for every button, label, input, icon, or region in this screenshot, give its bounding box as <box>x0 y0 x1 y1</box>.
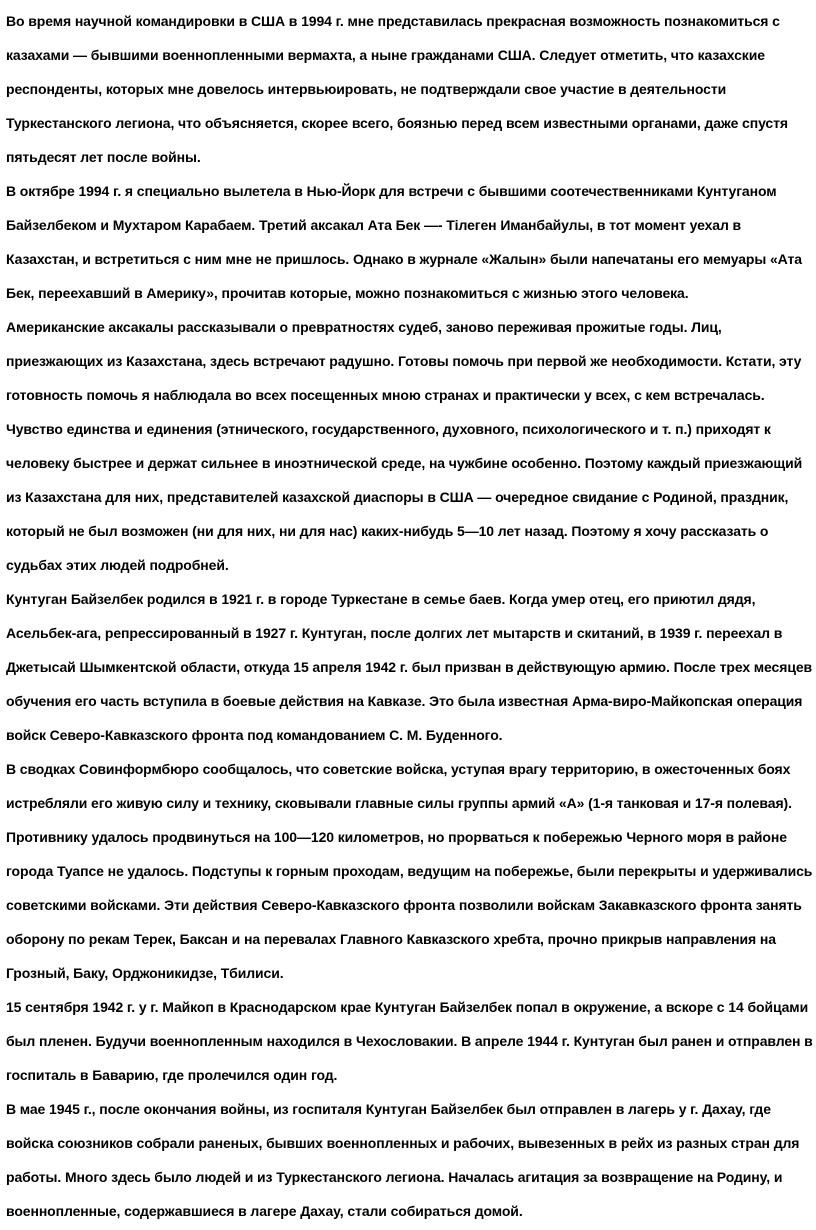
paragraph-6: В сводках Совинформбюро сообщалось, что советские войска, уступая врагу территорию, в ожесточенных боях истребляли его живую силу и технику, сковывали главные силы группы армий «А» (1-я танковая и 17-я полевая). Противнику удалось продвинуться на 100—120 километров, но прорваться к побережью Черного моря в районе города Туапсе не удалось. Подступы к горным проходам, ведущим на побережье, были перекрыты и удерживались советскими войсками. Эти действия Северо-Кавказского фронта позволили войскам Закавказского фронта занять оборону по рекам Терек, Баксан и на перевалах Главного Кавказского хребта, прочно прикрыв направления на Грозный, Баку, Орджоникидзе, Тбилиси. <box>6 761 813 981</box>
paragraph-7: 15 сентября 1942 г. у г. Майкоп в Краснодарском крае Кунтуган Байзелбек попал в окружение, а вскоре с 14 бойцами был пленен. Будучи военнопленным находился в Чехословакии. В апреле 1944 г. Кунтуган был ранен и отправлен в госпиталь в Баварию, где пролечился один год. <box>6 999 813 1083</box>
paragraph-2: В октябре 1994 г. я специально вылетела в Нью-Йорк для встречи с бывшими соотечественниками Кунтуганом Байзелбеком и Мухтаром Карабаем. Третий аксакал Ата Бек —- Тілеген Иманбайулы, в тот момент уехал в Казахстан, и встретиться с ним мне не пришлось. Однако в журнале «Жалын» были напечатаны его мемуары «Ата Бек, переехавший в Америку», прочитав которые, можно познакомиться с жизнью этого человека. <box>6 183 802 301</box>
paragraph-8: В мае 1945 г., после окончания войны, из госпиталя Кунтуган Байзелбек был отправлен в лагерь у г. Дахау, где войска союзников собрали раненых, бывших военнопленных и рабочих, вывезенных в рейх из разных стран для работы. Много здесь было людей и из Туркестанского легиона. Началась агитация за возвращение на Родину, и военнопленные, содержавшиеся в лагере Дахау, стали собираться домой. <box>6 1101 800 1219</box>
paragraph-3: Американские аксакалы рассказывали о превратностях судеб, заново переживая прожитые годы. Лиц, приезжающих из Казахстана, здесь встречают радушно. Готовы помочь при первой же необходимости. Кстати, эту готовность помочь я наблюдала во всех посещенных мною странах и практически у всех, с кем встречалась. <box>6 319 802 403</box>
paragraph-4: Чувство единства и единения (этнического, государственного, духовного, психологического и т. п.) приходят к человеку быстрее и держат сильнее в иноэтнической среде, на чужбине особенно. Поэтому каждый приезжающий из Казахстана для них, представителей казахской диаспоры в США — очередное свидание с Родиной, праздник, который не был возможен (ни для них, ни для нас) каких-нибудь 5—10 лет назад. Поэтому я хочу рассказать о судьбах этих людей подробней. <box>6 421 803 573</box>
paragraph-5: Кунтуган Байзелбек родился в 1921 г. в городе Туркестане в семье баев. Когда умер отец, его приютил дядя, Асельбек-ага, репрессированный в 1927 г. Кунтуган, после долгих лет мытарств и скитаний, в 1939 г. переехал в Джетысай Шымкентской области, откуда 15 апреля 1942 г. был призван в действующую армию. После трех месяцев обучения его часть вступила в боевые действия на Кавказе. Это была известная Арма-виро-Майкопская операция войск Северо-Кавказского фронта под командованием С. М. Буденного. <box>6 591 813 743</box>
paragraph-1: Во время научной командировки в США в 1994 г. мне представилась прекрасная возможность познакомиться с казахами — бывшими военнопленными вермахта, а ныне гражданами США. Следует отметить, что казахские респонденты, которых мне довелось интервьюировать, не подтверждали свое участие в деятельности Туркестанского легиона, что объясняется, скорее всего, боязнью перед всем известными органами, даже спустя пятьдесят лет после войны. <box>6 13 788 165</box>
